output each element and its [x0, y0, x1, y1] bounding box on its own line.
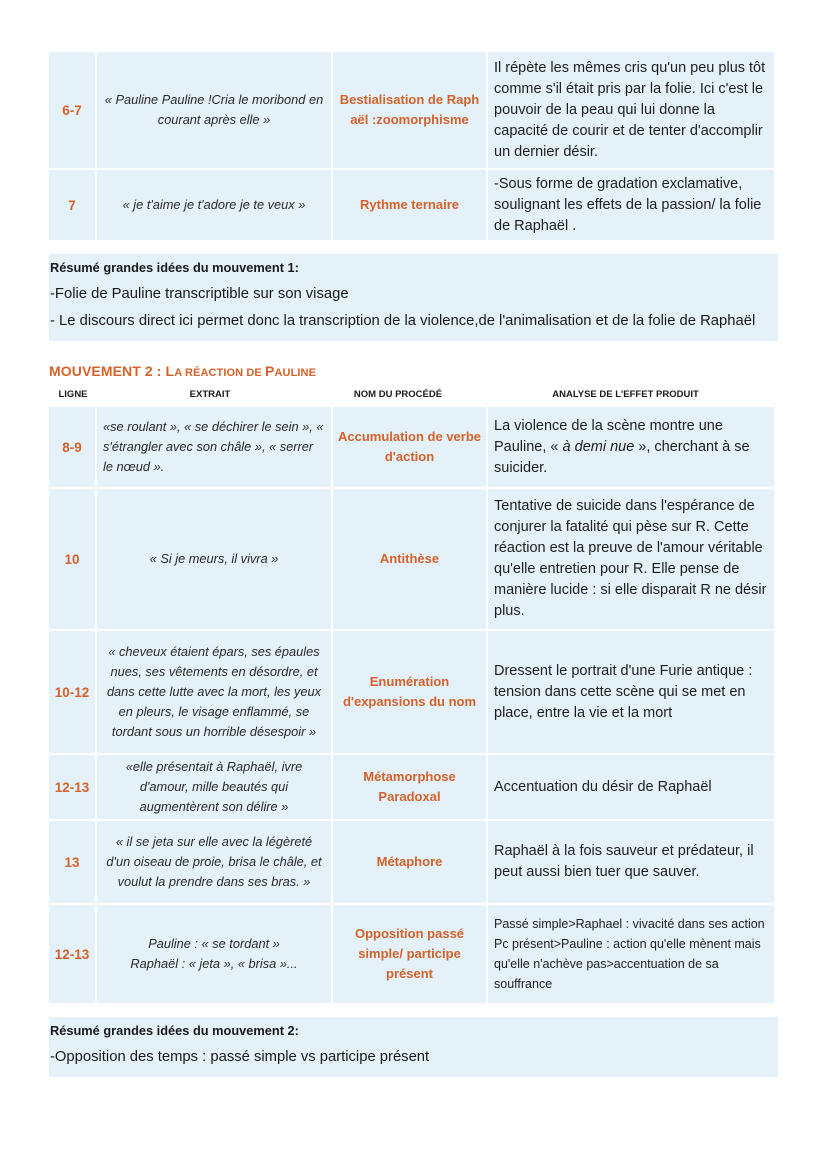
procedure-cell: Opposition passé simple/ participe présent [333, 905, 486, 1003]
extract-cell: « cheveux étaient épars, ses épaules nues, ses vêtements en désordre, et dans cette lutte avec la mort, les yeux en pleurs, le visage enflammé, se tordant sous un horrible désespoir » [97, 631, 331, 753]
analysis-text: », cherchant à se suicider. [494, 438, 750, 476]
procedure-cell: Antithèse [333, 489, 486, 629]
procedure-cell: Métamorphose Paradoxal [333, 755, 486, 819]
analysis-cell: Dressent le portrait d'une Furie antique : tension dans cette scène qui se met en place, entre la vie et la mort [488, 631, 774, 753]
analysis-text: La violence de la scène montre une Pauline, « [494, 417, 723, 455]
extract-cell: « il se jeta sur elle avec la légèreté d'un oiseau de proie, brisa le châle, et voulut la prendre dans ses bras. » [97, 821, 331, 903]
header-analysis: ANALYSE DE L'EFFET PRODUIT [552, 388, 699, 400]
analysis-cell [488, 407, 774, 487]
line-cell: 7 [49, 170, 95, 240]
title-smallcaps: AULINE [274, 367, 317, 379]
extract-line: Pauline : « se tordant » [148, 936, 280, 951]
movement-2-title [49, 363, 778, 379]
header-line: LIGNE [58, 388, 88, 400]
title-initial: P [265, 363, 275, 379]
extract-line: Raphaël : « jeta », « brisa »... [130, 956, 298, 971]
extract-cell: «se roulant », « se déchirer le sein », « s'étrangler avec son châle », « serrer le nœud ». [97, 407, 331, 487]
header-extract: EXTRAIT [189, 388, 231, 400]
line-cell: 6-7 [49, 52, 95, 168]
analysis-emphasis: à demi nue [562, 438, 635, 455]
table-row [49, 631, 774, 753]
procedure-cell: Enumération d'expansions du nom [333, 631, 486, 753]
analysis-cell [488, 905, 774, 1003]
line-cell: 10 [49, 489, 95, 629]
summary-line: - Le discours direct ici permet donc la transcription de la violence,de l'animalisation et de la folie de Raphaël [50, 313, 756, 329]
header-procedure: NOM DU PROCÉDÉ [353, 388, 443, 400]
title-smallcaps: A RÉACTION DE [174, 367, 266, 379]
procedure-cell: Accumulation de verbe d'action [333, 407, 486, 487]
line-cell: 12-13 [49, 755, 95, 819]
summary-title: Résumé grandes idées du mouvement 1: [50, 260, 299, 275]
analysis-line: Pc présent>Pauline : action qu'elle mènent mais qu'elle n'achève pas>accentuation de sa souffrance [494, 937, 761, 991]
summary-title: Résumé grandes idées du mouvement 2: [50, 1023, 299, 1038]
analysis-cell: Accentuation du désir de Raphaël [488, 755, 774, 819]
line-cell: 10-12 [49, 631, 95, 753]
summary-line: -Folie de Pauline transcriptible sur son visage [50, 286, 349, 302]
column-headers [49, 385, 778, 403]
table-row [49, 170, 774, 240]
extract-cell: « Si je meurs, il vivra » [97, 489, 331, 629]
table-row [49, 407, 774, 487]
summary-movement-1 [49, 254, 778, 341]
extract-cell: «elle présentait à Raphaël, ivre d'amour, mille beautés qui augmentèrent son délire » [97, 755, 331, 819]
summary-movement-2 [49, 1017, 778, 1077]
extract-cell: « je t'aime je t'adore je te veux » [97, 170, 331, 240]
procedure-cell: Métaphore [333, 821, 486, 903]
analysis-cell: Raphaël à la fois sauveur et prédateur, il peut aussi bien tuer que sauver. [488, 821, 774, 903]
title-main: MOUVEMENT 2 : [49, 363, 166, 379]
procedure-cell: Rythme ternaire [333, 170, 486, 240]
procedure-cell: Bestialisation de Raphaël :zoomorphisme [333, 52, 486, 168]
line-cell: 13 [49, 821, 95, 903]
extract-cell: « Pauline Pauline !Cria le moribond en courant après elle » [97, 52, 331, 168]
line-cell: 8-9 [49, 407, 95, 487]
table-row [49, 755, 774, 819]
table-row [49, 52, 774, 168]
analysis-line: Passé simple>Raphael : vivacité dans ses action [494, 917, 765, 931]
table-row [49, 489, 774, 629]
summary-line: -Opposition des temps : passé simple vs participe présent [50, 1049, 430, 1065]
analysis-cell: Tentative de suicide dans l'espérance de conjurer la fatalité qui pèse sur R. Cette réaction est la preuve de l'amour véritable qu'elle entretien pour R. Elle pense de manière lucide : si elle disparait R ne désir plus. [488, 489, 774, 629]
analysis-cell: Il répète les mêmes cris qu'un peu plus tôt comme s'il était pris par la folie. Ici c'est le pouvoir de la peau qui lui donne la capacité de courir et de tenter d'accomplir un dernier désir. [488, 52, 774, 168]
extract-cell [97, 905, 331, 1003]
analysis-cell: -Sous forme de gradation exclamative, soulignant les effets de la passion/ la folie de Raphaël . [488, 170, 774, 240]
line-cell: 12-13 [49, 905, 95, 1003]
title-initial: L [165, 363, 175, 379]
page [49, 50, 778, 1077]
table-row [49, 821, 774, 903]
movement2-table [47, 405, 776, 1005]
movement1-table [47, 50, 776, 242]
table-row [49, 905, 774, 1003]
